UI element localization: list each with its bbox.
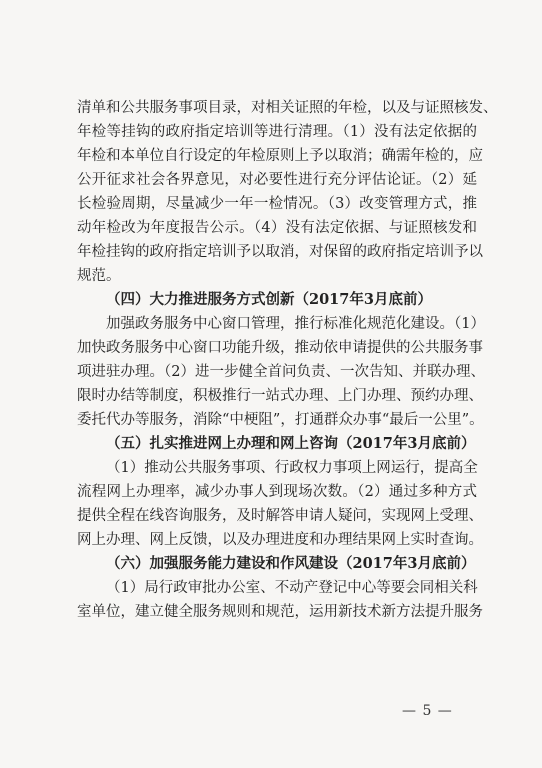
paragraph-capacity-building (77, 576, 483, 624)
text-line: 长检验周期，尽量减少一年一检情况。（3）改变管理方式，推 (77, 196, 477, 212)
section-heading-5: （五）扎实推进网上办理和网上咨询（2017年3月底前） (106, 435, 476, 452)
text-line: 加快政务服务中心窗口功能升级，推动依申请提供的公共服务事 (77, 340, 483, 356)
text-line: 年检和本单位自行设定的年检原则上予以取消；确需年检的，应 (77, 148, 483, 164)
text-line: 年检等挂钩的政府指定培训等进行清理。（1）没有法定依据的 (77, 124, 477, 140)
text-line: 委托代办等服务，消除“中梗阻”，打通群众办事“最后一公里”。 (77, 412, 484, 428)
text-line: 动年检改为年度报告公示。（4）没有法定依据、与证照核发和 (77, 220, 477, 236)
text-line: 加强政务服务中心窗口管理，推行标准化规范化建设。（1） (106, 316, 485, 332)
text-line: 网上办理、网上反馈，以及办理进度和办理结果网上实时查询。 (77, 532, 483, 548)
paragraph-online-services (77, 456, 483, 552)
section-heading-4: （四）大力推进服务方式创新（2017年3月底前） (106, 291, 432, 308)
text-line: （1）推动公共服务事项、行政权力事项上网运行，提高全 (106, 460, 478, 476)
section-heading-6: （六）加强服务能力建设和作风建设（2017年3月底前） (106, 555, 476, 572)
paragraph-service-innovation (77, 312, 485, 432)
text-line: 提供全程在线咨询服务，及时解答申请人疑问，实现网上受理、 (77, 508, 483, 524)
text-line: 限时办结等制度，积极推行一站式办理、上门办理、预约办理、 (77, 388, 483, 404)
document-body (77, 96, 498, 624)
text-line: 项进驻办理。（2）进一步健全首问负责、一次告知、并联办理、 (77, 364, 485, 380)
text-line: 室单位，建立健全服务规则和规范，运用新技术新方法提升服务 (77, 604, 483, 620)
text-line: 清单和公共服务事项目录，对相关证照的年检，以及与证照核发、 (77, 100, 498, 116)
text-line: 流程网上办理率，减少办事人到现场次数。（2）通过多种方式 (77, 484, 477, 500)
text-line: 年检挂钩的政府指定培训予以取消，对保留的政府指定培训予以 (77, 244, 483, 260)
page-number: — 5 — (402, 703, 453, 719)
text-line: 公开征求社会各界意见，对必要性进行充分评估论证。（2）延 (77, 172, 477, 188)
text-line: （1）局行政审批办公室、不动产登记中心等要会同相关科 (106, 580, 478, 596)
text-line: 规范。 (77, 268, 121, 284)
paragraph-annual-inspection-cleanup (77, 96, 498, 288)
